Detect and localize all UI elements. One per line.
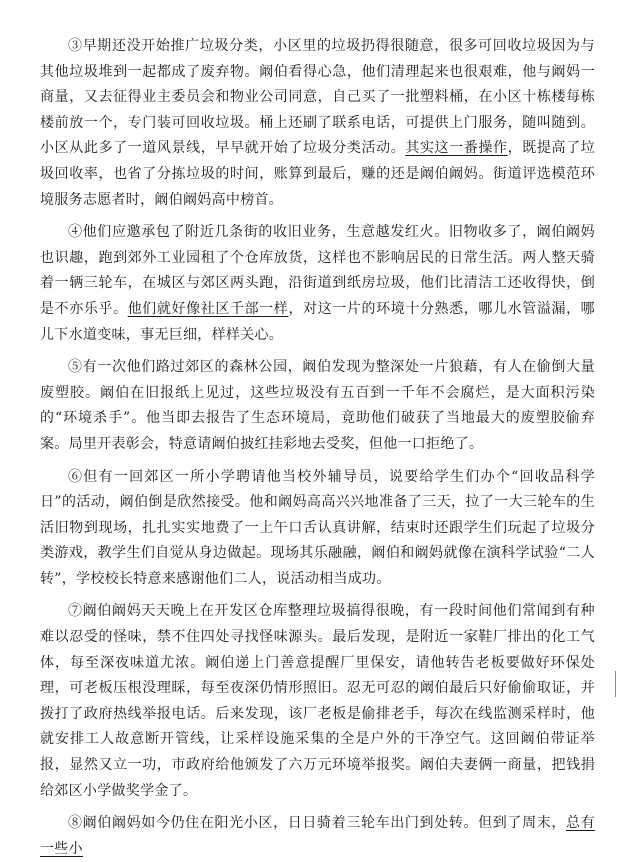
paragraph-text: ⑤有一次他们路过郊区的森林公园，阚伯发现为整深处一片狼藉，有人在偷倒大量废塑胶。阚伯在旧报纸上见过，这些垃圾没有五百到一千年不会腐烂，是大面积污染的“环境杀手”。他当即去报告了生态环境局，竟助他们破获了当地最大的废塑胶偷弃案。局里开表彰会，特意请阚伯披红挂彩地去受奖，但他一口拒绝了。	[40, 359, 595, 452]
paragraph-text: ③早期还没开始推广垃圾分类，小区里的垃圾扔得很随意，很多可回收垃圾因为与其他垃圾堆到一起都成了废弃物。阚伯看得心急，他们清理起来也很艰难，他与阚妈一商量，又去征得业主委员会和物业公司同意，自己买了一批塑料桶，在小区十栋楼每栋楼前放一个，专门装可回收垃圾。桶上还刷了联系电话，可提供上门服务，随叫随到。小区从此多了一道风景线，早早就开始了垃圾分类活动。	[40, 38, 595, 157]
paragraph-text: ④他们应邀承包了附近几条街的收旧业务，生意越发红火。旧物收多了，阚伯阚妈也识趣，跑到郊外工业园租了个仓库放货，这样也不影响居民的日常生活。两人整天骑着一辆三轮车，在城区与郊区两头跑，沿街道到纸房垃圾，他们比清洁工还收得快，倒是不亦乐乎。	[40, 224, 595, 317]
paragraph-5	[40, 355, 595, 457]
paragraph-text: ⑥但有一回郊区一所小学聘请他当校外辅导员，说要给学生们办个“回收品科学日”的活动，阚伯倒是欣然接受。他和阚妈高高兴兴地准备了三天，拉了一大三轮车的生活旧物到现场，扎扎实实地费了一上午口舌认真讲解，结束时还跟学生们玩起了垃圾分类游戏，教学生们自觉从身边做起。现场其乐融融，阚伯和阚妈就像在演科学试验“二人转”，学校校长特意来感谢他们二人，说活动相当成功。	[40, 468, 595, 587]
paragraph-4	[40, 220, 595, 348]
paragraph-7	[40, 599, 595, 804]
paragraph-text: ，既提高了垃圾回收率，也省了分拣垃圾的时间，账算到最后，赚的还是阚伯阚妈。街道评选模范环境服务志愿者时，阚伯阚妈高中榜首。	[40, 140, 595, 208]
paragraph-text: ⑧阚伯阚妈如今仍住在阳光小区，日日骑着三轮车出门到处转。但到了周末，	[68, 815, 567, 832]
page-corner-mark	[615, 671, 617, 697]
underlined-phrase: 其实这一番操作	[405, 140, 508, 157]
paragraph-6	[40, 465, 595, 593]
paragraph-8	[40, 811, 595, 862]
paragraph-3	[40, 34, 595, 213]
underlined-phrase: 总有一些小	[40, 815, 595, 857]
paragraph-text: ⑦阚伯阚妈天天晚上在开发区仓库整理垃圾搞得很晚，有一段时间他们常闻到有种难以忍受的怪味，禁不住四处寻找怪味源头。最后发现，是附近一家鞋厂排出的化工气体，每至深夜味道尤浓。阚伯递上门善意提醒厂里保安，请他转告老板要做好环保处理，可老板压根没理睬，每至夜深仍情形照旧。忍无可忍的阚伯最后只好偷偷取证，并拨打了政府热线举报电话。后来发现，该厂老板是偷排老手，每次在线监测采样时，他就安排工人故意断开管线，让采样设施采集的全是户外的干净空气。这回阚伯带证举报，显然又立一功，市政府给他颁发了六万元环境举报奖。阚伯夫妻俩一商量，把钱捐给郊区小学做奖学金了。	[40, 603, 595, 799]
paragraph-text: ，对这一片的环境十分熟悉，哪儿水管溢漏，哪儿下水道变味，事无巨细，样样关心。	[40, 300, 595, 343]
underlined-phrase: 他们就好像社区千部一样	[127, 300, 289, 317]
